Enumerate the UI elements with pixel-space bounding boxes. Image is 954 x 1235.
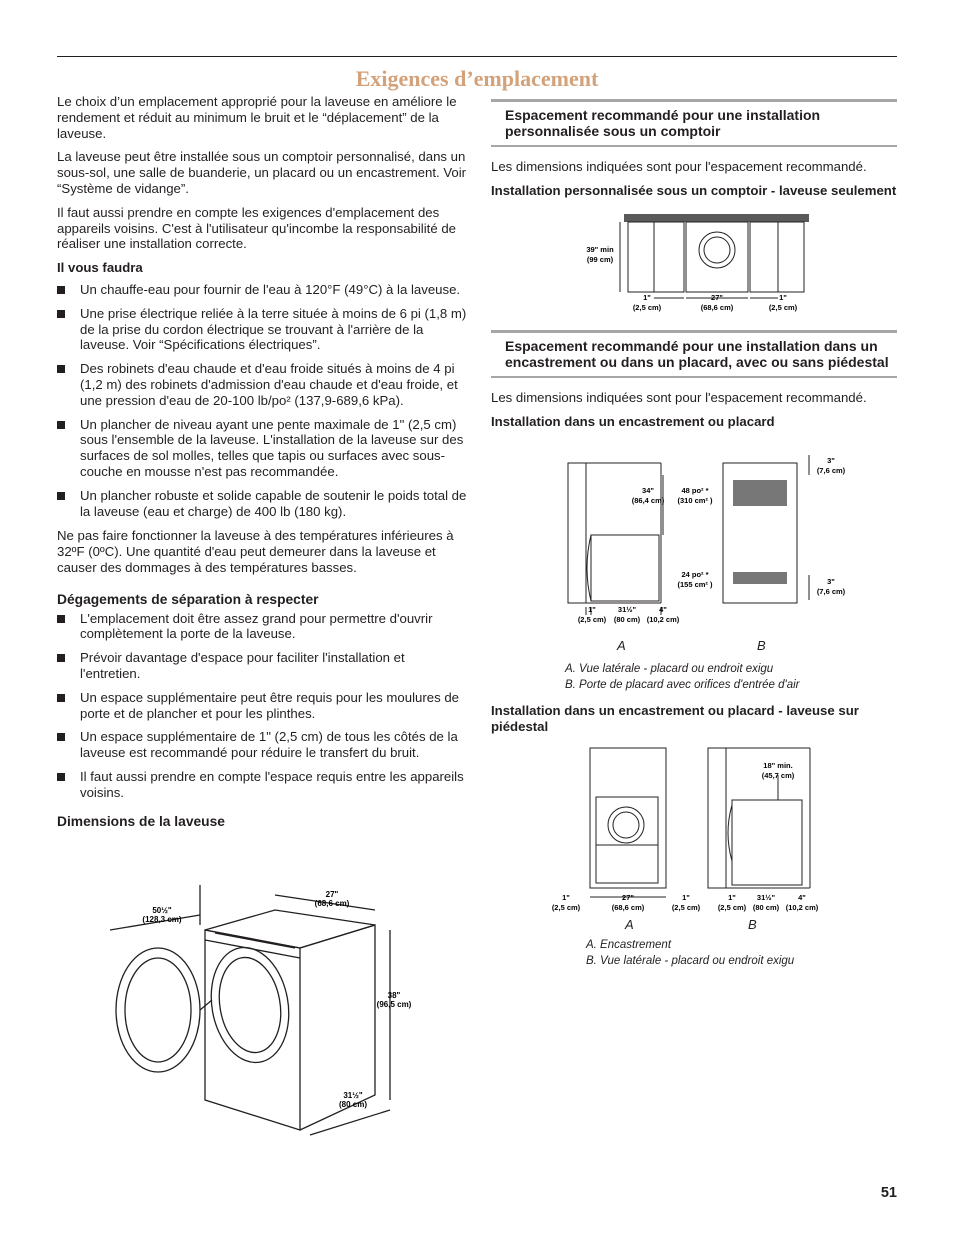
height-label: 34" [642,486,654,495]
top-vent [733,480,787,506]
page-title: Exigences d’emplacement [355,66,599,91]
pedestal-section [491,703,897,743]
bullet-icon [57,654,65,662]
bullet-icon [57,773,65,781]
height-label: (99 cm) [586,255,614,264]
top-vent-label: (310 cm² ) [677,496,713,505]
width-label: (68,6 cm) [314,899,350,908]
width-label: 27" [622,893,634,902]
closet-subheading: Installation dans un encastrement ou placard [491,413,775,429]
closet-figure [565,445,865,635]
needs-list [57,282,467,519]
clearance-list [57,611,467,801]
bullet-icon [57,286,65,294]
pedestal-figure [548,745,838,920]
list-item: Prévoir davantage d'espace pour faciliter l'installation et l'entretien. [57,650,467,682]
bottom-gap-label: 3" [827,577,835,586]
bottom-gap-label: (7,6 cm) [816,587,846,596]
washer-dimensions-figure [100,885,430,1145]
bottom-vent-label: (155 cm² ) [677,580,713,589]
intro-paragraph: La laveuse peut être installée sous un comptoir personnalisé, dans un sous-sol, une salle de buanderie, un placard ou un encastrement. Voir “Système de vidange”. [57,149,467,196]
left-gap-label: (2,5 cm) [632,303,662,312]
width-label: 27" [325,890,339,899]
side-gap-label: (2,5 cm) [577,615,607,624]
figure-label-a: A [617,638,626,653]
width-label: (68,6 cm) [611,903,645,912]
top-vent-label: 48 po² * [681,486,709,495]
depth-label: 31½" [756,893,776,902]
intro-paragraph: Il faut aussi prendre en compte les exigences d'emplacement des appareils voisins. C'est à l'utilisateur qu'incombe la responsabilité de réaliser une installation correcte. [57,204,456,252]
needs-heading: Il vous faudra [57,260,143,276]
undercounter-drawing [580,210,820,320]
bullet-icon [57,615,65,623]
back-gap-label: (10,2 cm) [785,903,819,912]
side-gap-label: 1" [728,893,736,902]
door-swing-label: 50½" [152,906,172,915]
undercounter-subheading: Installation personnalisée sous un comptoir - laveuse seulement [491,182,897,198]
right-gap-label: (2,5 cm) [671,903,701,912]
top-gap-label: 18" min. [763,761,793,770]
depth-label: (80 cm) [338,1100,368,1109]
figure-label-a: A [625,917,634,932]
list-item: L'emplacement doit être assez grand pour permettre d'ouvrir complètement la porte de la laveuse. [57,611,467,643]
width-label: (68,6 cm) [700,303,734,312]
closet-section [491,330,897,438]
list-item: Il faut aussi prendre en compte l'espace requis entre les appareils voisins. [57,769,467,801]
top-gap-label: 3" [827,456,835,465]
spacing-note: Les dimensions indiquées sont pour l'espacement recommandé. [491,159,867,175]
right-column [491,99,897,207]
right-gap-label: 1" [682,893,690,902]
undercounter-figure [580,210,820,320]
back-gap-label: 4" [659,605,667,614]
top-rule [57,56,897,57]
height-label: 39" min [586,245,614,254]
page-number: 51 [880,1185,897,1201]
dimensions-heading: Dimensions de la laveuse [57,814,225,830]
bullet-icon [57,733,65,741]
height-label: 38" [387,991,401,1000]
section-heading-closet: Espacement recommandé pour une installation dans un encastrement ou dans un placard, avec ou sans piédestal [491,330,897,378]
width-label: 27" [711,293,723,302]
closet-caption: A. Vue latérale - placard ou endroit exigu B. Porte de placard avec orifices d'entrée d'air [565,663,800,691]
depth-label: (80 cm) [752,903,780,912]
list-item: Une prise électrique reliée à la terre située à moins de 6 pi (1,8 m) de la prise du cordon électrique se trouvant à l'arrière de la laveuse. Voir “Spécifications électriques”. [57,306,467,353]
bullet-icon [57,310,65,318]
top-gap-label: (7,6 cm) [816,466,846,475]
back-gap-label: (10,2 cm) [646,615,680,624]
figure-label-b: B [748,917,757,932]
left-gap-label: 1" [643,293,651,302]
list-item: Un plancher robuste et solide capable de soutenir le poids total de la laveuse (eau et charge) de 400 lb (180 kg). [57,488,467,520]
bottom-vent [733,572,787,584]
list-item: Un espace supplémentaire peut être requis pour les moulures de porte et de plancher et pour les plinthes. [57,690,467,722]
clearance-heading: Dégagements de séparation à respecter [57,591,319,607]
door-swing-label: (128,3 cm) [142,915,182,924]
back-gap-label: 4" [798,893,806,902]
intro-paragraph: Le choix d’un emplacement approprié pour la laveuse en améliore le rendement et réduit au minimum le bruit et le “déplacement” de la laveuse. [57,94,457,141]
pedestal-drawing [548,745,838,920]
depth-label: 31½" [617,605,637,614]
depth-label: (80 cm) [613,615,641,624]
bottom-vent-label: 24 po² * [681,570,709,579]
temperature-note: Ne pas faire fonctionner la laveuse à des températures inférieures à 32ºF (0ºC). Une quantité d'eau peut demeurer dans la laveuse et causer des dommages à des températures basses. [57,528,454,575]
right-gap-label: (2,5 cm) [768,303,798,312]
bullet-icon [57,365,65,373]
side-gap-label: 1" [588,605,596,614]
pedestal-caption: A. Encastrement B. Vue latérale - placard ou endroit exigu [586,939,795,967]
left-gap-label: (2,5 cm) [551,903,581,912]
closet-drawing [565,445,865,635]
section-heading-undercounter: Espacement recommandé pour une installation personnalisée sous un comptoir [491,99,897,147]
list-item: Des robinets d'eau chaude et d'eau froide situés à moins de 4 pi (1,2 m) des robinets d'admission d'eau chaude et d'eau froide, et une pression d'eau de 20-100 lb/po² (137,9-689,6 kPa). [57,361,467,408]
height-label: (96,5 cm) [376,1000,412,1009]
bullet-icon [57,492,65,500]
list-item: Un chauffe-eau pour fournir de l'eau à 120°F (49°C) à la laveuse. [57,282,467,298]
right-gap-label: 1" [779,293,787,302]
left-gap-label: 1" [562,893,570,902]
bullet-icon [57,421,65,429]
list-item: Un espace supplémentaire de 1" (2,5 cm) de tous les côtés de la laveuse est recommandé pour réduire le transfert du bruit. [57,729,467,761]
pedestal-subheading: Installation dans un encastrement ou placard - laveuse sur piédestal [491,703,859,734]
left-column [57,94,467,833]
washer-drawing [100,885,430,1145]
spacing-note: Les dimensions indiquées sont pour l'espacement recommandé. [491,390,867,406]
figure-label-b: B [757,638,766,653]
depth-label: 31½" [343,1091,363,1100]
list-item: Un plancher de niveau ayant une pente maximale de 1" (2,5 cm) sous l'ensemble de la laveuse. L'installation de la laveuse sur des surfaces de sol molles, telles que tapis ou surfaces avec sous-couche en mousse n'est pas recommandée. [57,417,467,480]
height-label: (86,4 cm) [631,496,665,505]
side-gap-label: (2,5 cm) [717,903,747,912]
top-gap-label: (45,7 cm) [761,771,795,780]
bullet-icon [57,694,65,702]
